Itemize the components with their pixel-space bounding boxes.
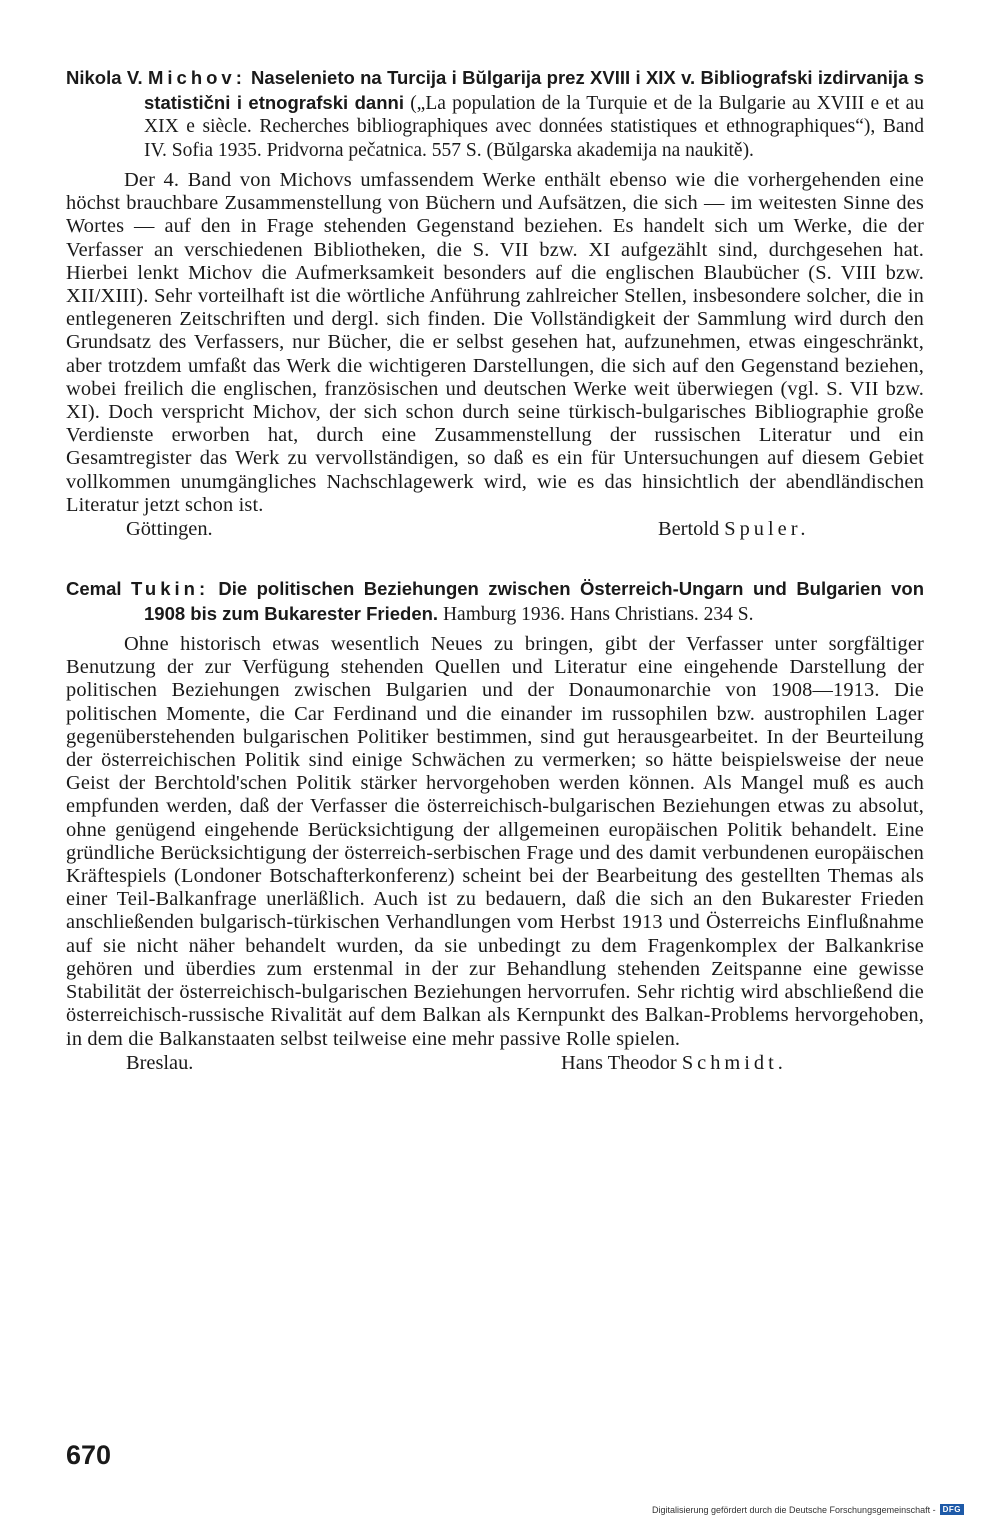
review-signature — [66, 517, 924, 541]
book-title: Die politischen Beziehungen zwischen Österreich-Ungarn und Bulgarien von 1908 bis zum Bukarester Frieden. — [144, 578, 925, 624]
reviewer-name: Hans Theodor Schmidt. — [561, 1051, 787, 1074]
review-place: Breslau. — [126, 1051, 194, 1074]
book-author: Cemal Tukin: — [66, 578, 210, 600]
review-signature — [66, 1051, 924, 1075]
page-content — [66, 66, 924, 1075]
review-michov — [66, 66, 924, 541]
review-tukin — [66, 577, 924, 1075]
review-text: Ohne historisch etwas wesentlich Neues zu bringen, gibt der Verfasser unter sorgfältiger Benutzung der zur Verfügung stehenden Quellen und Literatur eine eingehende Darstellung der politischen Beziehungen zwischen Bulgarien und der Donaumonarchie von 1908—1913. Die politischen Momente, die Car Ferdinand und die einander im russophilen bzw. austrophilen Lager gegenüberstehenden bulgarischen Politiker bestimmen, sind gut herausgearbeitet. In der Beurteilung der österreichischen Politik sind einige Schwächen zu vermerken; so hätte beispielsweise der neue Geist der Berchtold'schen Politik stärker hervorgehoben werden können. Als Mangel muß es auch empfunden werden, daß der Verfasser die österreichisch-bulgarischen Beziehungen etwas zu absolut, ohne genügend eingehende Berücksichtigung der allgemeinen europäischen Politik behandelt. Eine gründliche Berücksichtigung der österreich-serbischen Frage und des damit verbundenen europäischen Kräftespiels (Londoner Botschafterkonferenz) scheint bei der Bearbeitung des gestellten Themas als einer Teil-Balkanfrage unerläßlich. Auch ist zu bedauern, daß die sich an den Bukarester Frieden anschließenden bulgarisch-türkischen Verhandlungen vom Herbst 1913 und Österreichs Einflußnahme auf sie nicht näher behandelt wurden, da sie unbedingt zu dem Fragenkomplex der Balkankrise gehören und überdies zum erstenmal in der zur Behandlung stehenden Zeitspanne eine gewisse Stabilität der österreichisch-bulgarischen Beziehungen hervorrufen. Sehr richtig wird abschließend die österreichisch-russische Rivalität auf dem Balkan als Kernpunkt des Balkan-Problems hervorgehoben, in dem die Balkanstaaten selbst teilweise eine mehr passive Rolle spielen. — [66, 633, 924, 1050]
book-author: Nikola V. Michov: — [66, 67, 246, 88]
book-title: Naselenieto na Turcija i Bŭlgarija prez XVIII i XIX v. Bibliografski izdirvanija s statistični i etnografski danni — [144, 67, 924, 113]
review-place: Göttingen. — [126, 518, 213, 541]
digitization-footer — [652, 1504, 964, 1515]
book-details: Hamburg 1936. Hans Christians. 234 S. — [442, 603, 754, 625]
dfg-logo-icon: DFG — [940, 1504, 964, 1515]
page-number: 670 — [66, 1440, 112, 1470]
book-details: („La population de la Turquie et de la Bulgarie au XVIII e et au XIX e siècle. Recherches bibliographiques avec données statistiques et ethnographiques“), Band IV. Sofia 1935. Pridvorna pečatnica. 557 S. (Bŭlgarska akademija na naukitě). — [144, 92, 925, 161]
reviewer-name: Bertold Spuler. — [658, 518, 810, 541]
bibliographic-heading — [66, 66, 924, 162]
review-text: Der 4. Band von Michovs umfassendem Werke enthält ebenso wie die vorhergehenden eine höchst brauchbare Zusammenstellung von Büchern und Aufsätzen, die sich — im weitesten Sinne des Wortes — auf den in Frage stehenden Gegenstand beziehen. Es handelt sich um Werke, die der Verfasser an verschiedenen Bibliotheken, die S. VII bzw. XI aufgezählt sind, durchgesehen hat. Hierbei lenkt Michov die Aufmerksamkeit besonders auf die englischen Blaubücher (S. VIII bzw. XII/XIII). Sehr vorteilhaft ist die wörtliche Anführung zahlreicher Stellen, insbesondere solcher, die in entlegeneren Zeitschriften und dergl. sich finden. Die Vollständigkeit der Sammlung wird durch den Grundsatz des Verfassers, nur Bücher, die er selbst gesehen hat, aufzunehmen, etwas eingeschränkt, aber trotzdem umfaßt das Werk die wichtigeren Darstellungen, die sich auf den Gegenstand beziehen, wobei freilich die englischen, französischen und deutschen Werke weit überwiegen (vgl. S. VII bzw. XI). Doch verspricht Michov, der sich schon durch seine türkisch-bulgarisches Bibliographie große Verdienste erworben hat, durch eine Zusammenstellung der russischen Literatur und ein Gesamtregister das Werk zu vervollständigen, so daß es ein für Untersuchungen auf diesem Gebiet vollkommen unumgängliches Nachschlagewerk wird, wie es das hinsichtlich der abendländischen Literatur jetzt schon ist. — [66, 169, 924, 516]
bibliographic-heading — [66, 577, 924, 626]
footer-text: Digitalisierung gefördert durch die Deutsche Forschungsgemeinschaft - — [651, 1504, 936, 1515]
